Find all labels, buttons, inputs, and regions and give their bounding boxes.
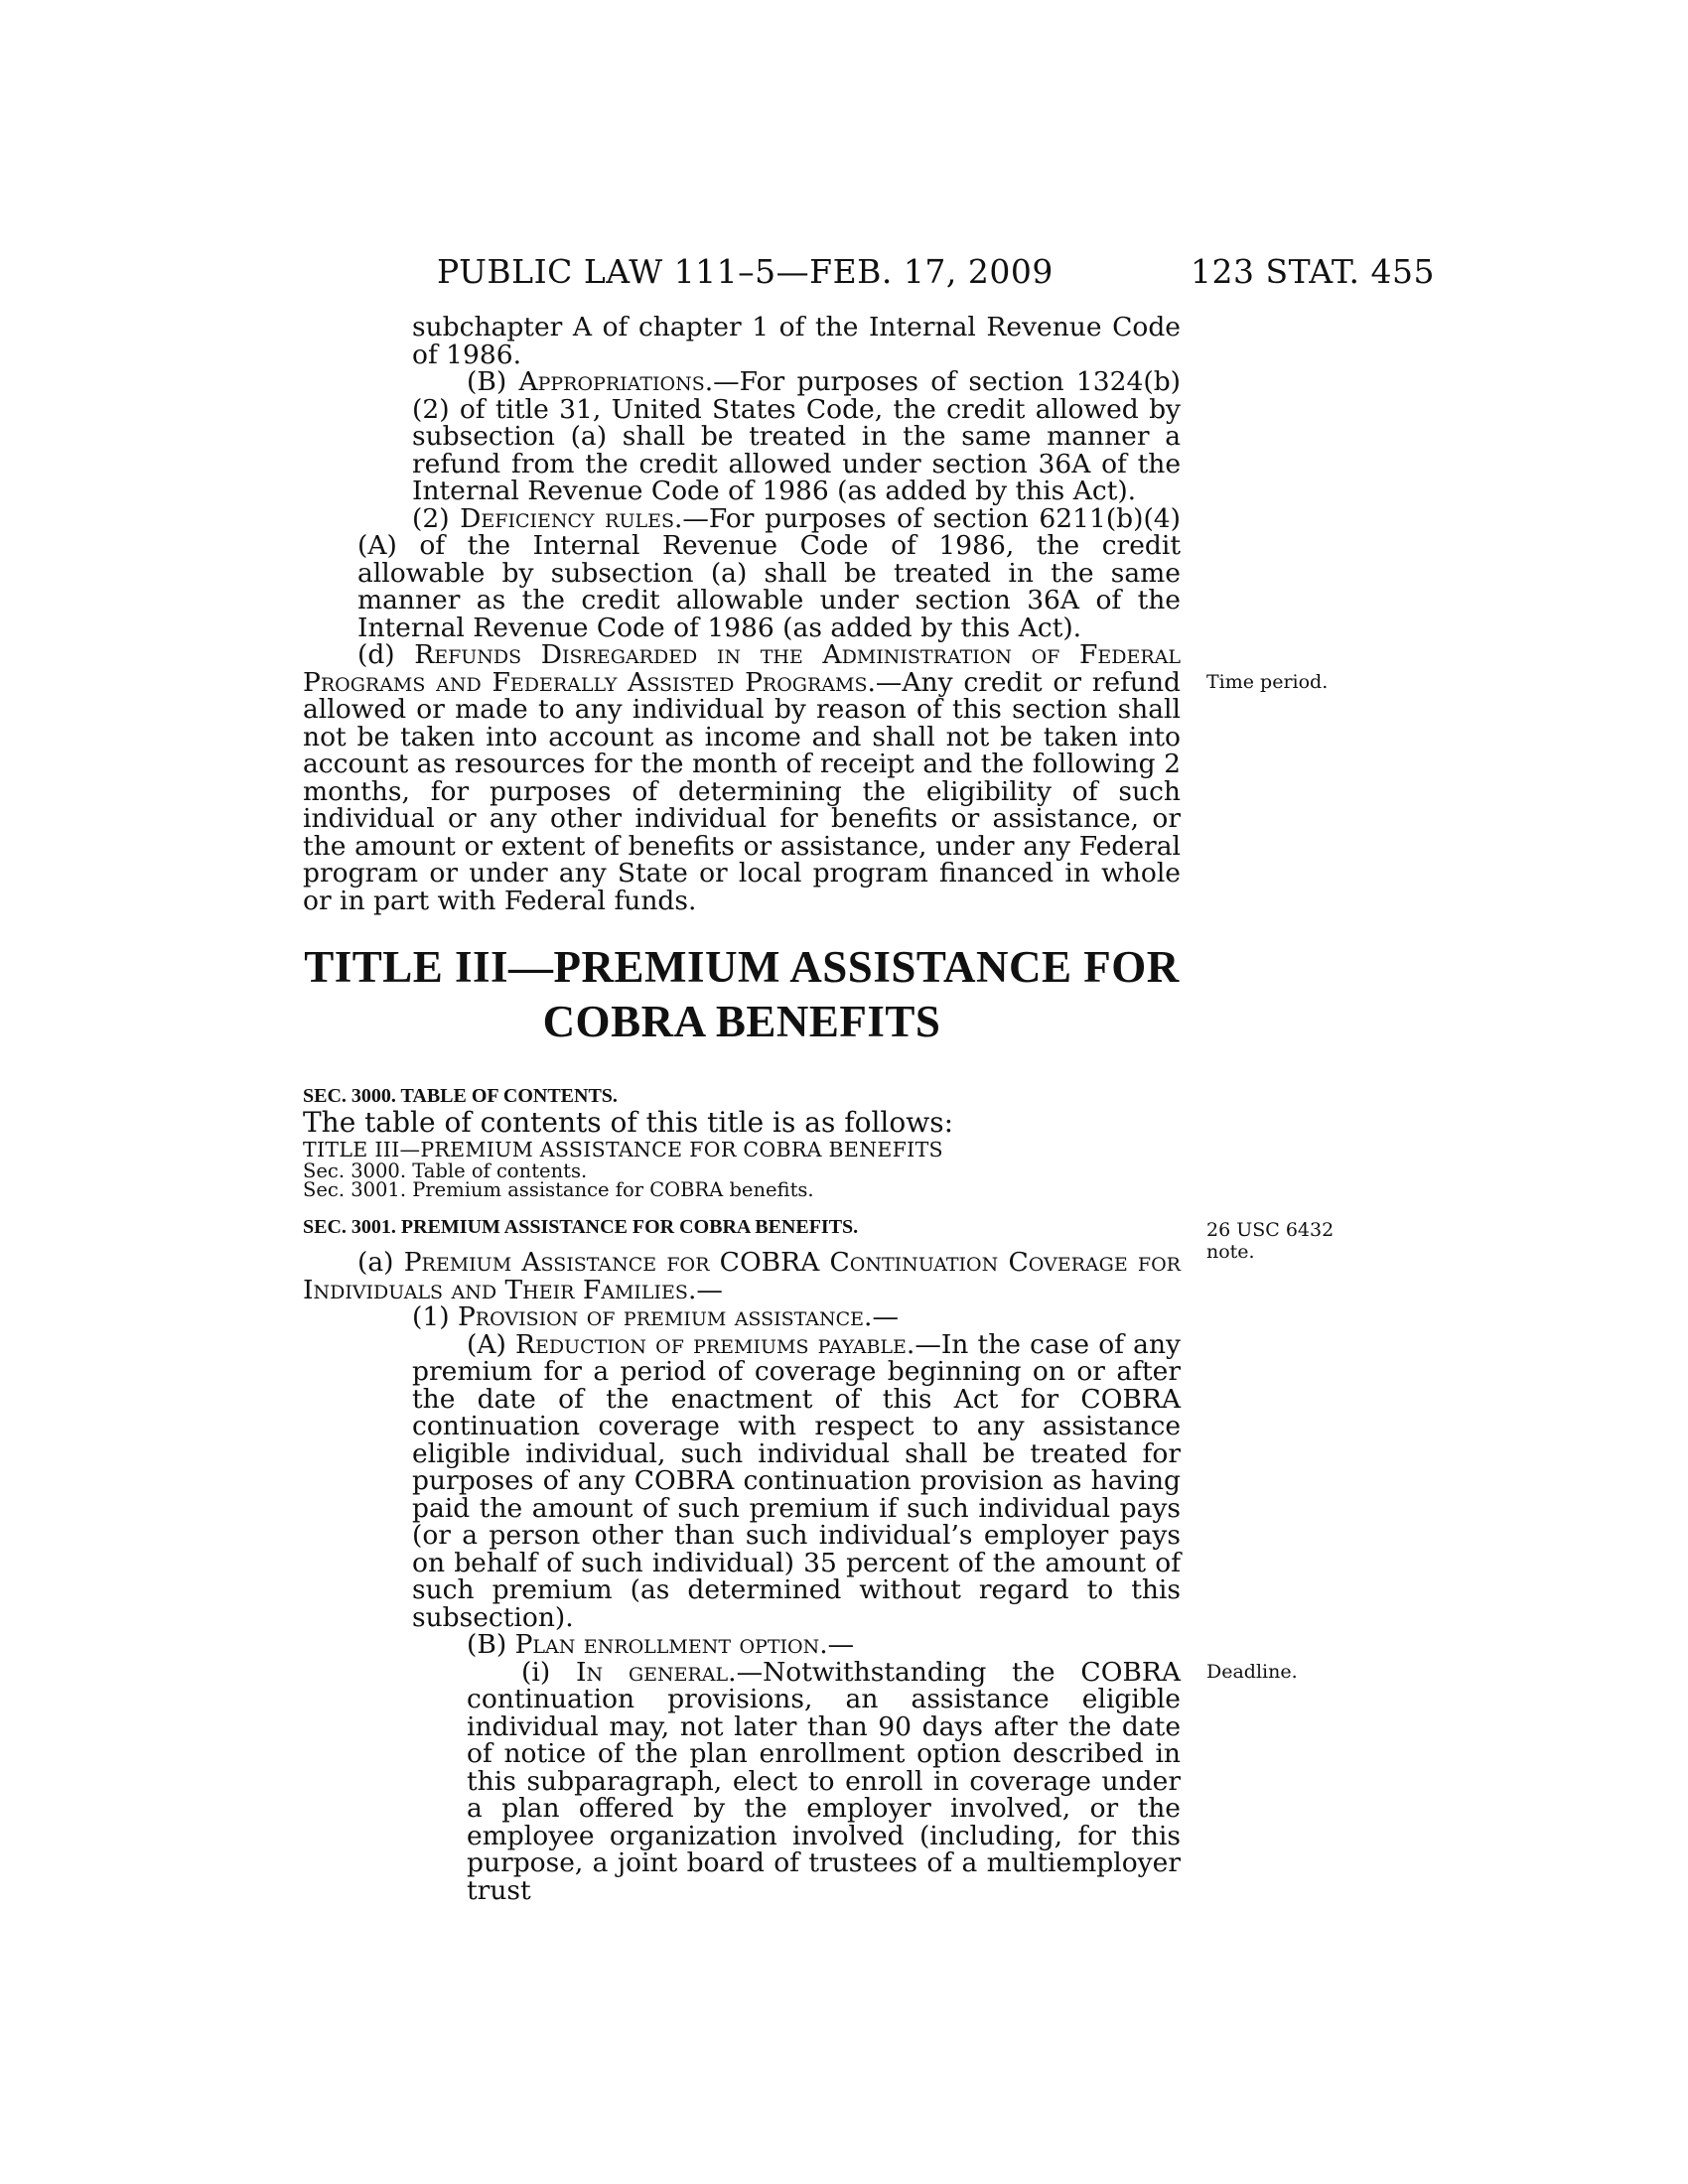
paragraph-heading: Refunds Disregarded in the Administration of Federal Programs and Federally Assisted Programs [303,639,1181,698]
paragraph-dash: .— [819,1629,855,1660]
page-citation: 123 STAT. 455 [1191,252,1435,291]
title-line-2: COBRA BENEFITS [542,997,941,1046]
toc-entry: Sec. 3001. Premium assistance for COBRA benefits. [303,1178,814,1201]
margin-note-deadline: Deadline. [1206,1661,1298,1683]
paragraph-dash: .— [864,1301,899,1332]
paragraph-heading: Plan enrollment option [514,1629,820,1660]
paragraph-text: .—Any credit or refund allowed or made to any individual by reason of this section shall not be taken into account as income and shall not be taken into account as resources for the month of receipt and the following 2 months, for purposes of determining the eligibility of such individual or any other individual for benefits or assistance, or the amount or extent of benefits or assistance, under any Federal program or under any State or local program financed in whole or in part with Federal funds. [303,666,1181,916]
paragraph-text: .—Notwithstanding the COBRA continuation provisions, an assistance eligible individual may, not later than 90 days after the date of notice of the plan enrollment option described in this subparagraph, elect to enroll in coverage under a plan offered by the employer involved, or the employee organization involved (including, for this purpose, a joint board of trustees of a multiemployer trust [467,1656,1182,1906]
subsection-a-heading [303,1249,1181,1303]
paragraph-label: (1) [412,1301,458,1332]
paragraph-text: .—For purposes of section 1324(b)(2) of title 31, United States Code, the credit allowed by subsection (a) shall be treated in the same manner a refund from the credit allowed under section 36A of the Internal Revenue Code of 1986 (as added by this Act). [412,366,1181,506]
paragraph-label: (B) [467,1629,515,1660]
margin-note-usc-note: note. [1206,1241,1255,1263]
section-heading-3001: SEC. 3001. PREMIUM ASSISTANCE FOR COBRA BENEFITS. [303,1216,859,1238]
clause-i [303,1656,1182,1906]
paragraph-1-heading [303,1303,1181,1331]
toc-title: TITLE III—PREMIUM ASSISTANCE FOR COBRA BENEFITS [303,1138,943,1161]
paragraph-heading: Appropriations [518,366,705,397]
paragraph-label: (d) [357,639,415,670]
margin-note-usc-citation [1206,1219,1345,1263]
title-line-1: TITLE III—PREMIUM ASSISTANCE FOR [304,942,1180,992]
toc-intro: The table of contents of this title is as follows: [303,1106,954,1139]
paragraph-refunds-disregarded [303,641,1181,914]
subparagraph-b-heading [303,1631,1181,1659]
paragraph-label: (B) [467,366,519,397]
toc-entry: Sec. 3000. Table of contents. [303,1160,588,1182]
paragraph-label: (i) [521,1656,577,1688]
paragraph-deficiency-rules [303,502,1181,643]
paragraph-text: .—In the case of any premium for a period of coverage beginning on or after the date of the enactment of this Act for COBRA continuation coverage with respect to any assistance eligible individual, such individual shall be treated for purposes of any COBRA continuation provision as having paid the amount of such premium if such individual pays (or a person other than such individual’s employer pays on behalf of such individual) 35 percent of the amount of such premium (as determined without regard to this subsection). [412,1328,1181,1633]
running-header: PUBLIC LAW 111–5—FEB. 17, 2009 [437,252,1054,291]
paragraph-heading: Deficiency rules [460,502,674,534]
paragraph-label: (2) [412,502,461,534]
margin-note-usc-line: 26 USC 6432 [1206,1219,1335,1241]
paragraph-heading: In general [576,1656,729,1688]
paragraph-heading: Provision of premium assistance [457,1301,865,1332]
document-body [303,314,1181,1904]
section-heading-3000: SEC. 3000. TABLE OF CONTENTS. [303,1085,618,1107]
paragraph-label: (a) [357,1247,404,1278]
paragraph-continuation: subchapter A of chapter 1 of the Internal Revenue Code of 1986. [412,312,1181,370]
paragraph-text: .—For purposes of section 6211(b)(4)(A) of the Internal Revenue Code of 1986, the credit allowable by subsection (a) shall be treated in the same manner as the credit allowable under section 36A of the Internal Revenue Code of 1986 (as added by this Act). [357,502,1181,643]
paragraph-heading: Premium Assistance for COBRA Continuation Coverage for Individuals and Their Families [303,1247,1181,1305]
paragraph-appropriations [303,368,1181,505]
paragraph-dash: .— [687,1274,723,1305]
margin-note-time-period: Time period. [1206,671,1329,693]
paragraph-label: (A) [467,1328,515,1360]
title-heading [303,940,1181,1049]
subparagraph-a [303,1328,1181,1633]
paragraph-heading: Reduction of premiums payable [515,1328,907,1360]
